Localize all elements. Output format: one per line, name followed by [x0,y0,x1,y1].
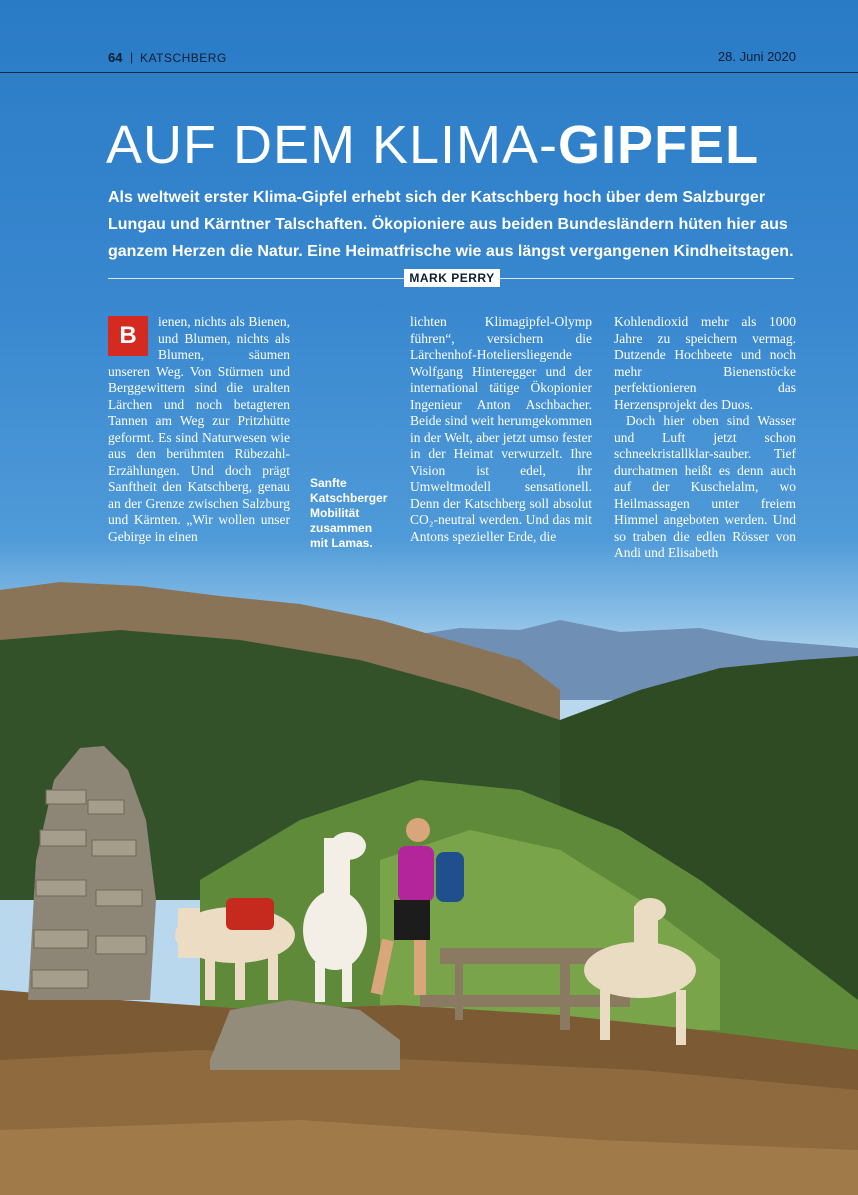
body-column-1 [108,314,290,545]
headline-part-1: AUF DEM KLIMA- [106,115,559,175]
page-header [0,0,858,73]
author-label: MARK PERRY [404,269,500,287]
body-column-2: lichten Klimagipfel-Olymp führen“, versichern die Lärchenhof-Hoteliersliegende Wolfgang Hinteregger und der international tätige Ökopionier Ingenieur Anton Aschbacher. Beide sind weit herumgekommen in der Welt, aber jetzt umso fester in der Heimat verwurzelt. Ihre Vision ist edel, ihr Umweltmodell sensationell. Denn der Katschberg soll absolut CO₂-neutral werden. Und das mit Antons spezieller Erde, die [410,314,592,544]
photo-caption: Sanfte Katschberger Mobilität zusammen mit Lamas. [310,476,388,550]
header-separator: | [130,50,134,64]
column-3-paragraph-2: Doch hier oben sind Wasser und Luft jetzt schon schneekristallklar-sauber. Tief durchatmen heißt es denn auch auf der Kuschelalm, wo Heilmassagen unter freiem Himmel angeboten werden. Und so traben die edlen Rösser von Andi und Elisabeth [614,413,796,560]
column-3-paragraph-1: Kohlendioxid mehr als 1000 Jahre zu speichern vermag. Dutzende Hochbeete und noch mehr Bienenstöcke perfektionieren das Herzensprojekt des Duos. [614,314,796,412]
lead-paragraph: Als weltweit erster Klima-Gipfel erhebt sich der Katschberg hoch über dem Salzburger Lungau und Kärntner Talschaften. Ökopioniere aus beiden Bundesländern hüten hier aus ganzem Herzen die Natur. Eine Heimatfrische wie aus längst vergangenen Kindheitstagen. [108,189,794,260]
issue-date: 28. Juni 2020 [717,49,796,64]
column-1-text: ienen, nichts als Bienen, und Blumen, nichts als Blumen, säumen unseren Weg. Von Stürmen und Berggewittern sind die uralten Lärchen und noch betagteren Tannen am Weg zur Pritzhütte geformt. Es sind Naturwesen wie aus den berühmten Rübezahl-Erzählungen. Und doch prägt Sanftheit den Katschberg, genau an der Grenze zwischen Salzburg und Kärnten. „Wir wollen unser Gebirge in einen [108,314,290,544]
drop-cap: B [108,316,148,356]
red-saddlebag [226,898,274,930]
body-column-3 [614,314,796,562]
headline-part-2: GIPFEL [558,115,760,175]
headline [106,114,806,176]
section-name: KATSCHBERG [140,51,227,65]
page-number: 64 [108,50,123,65]
